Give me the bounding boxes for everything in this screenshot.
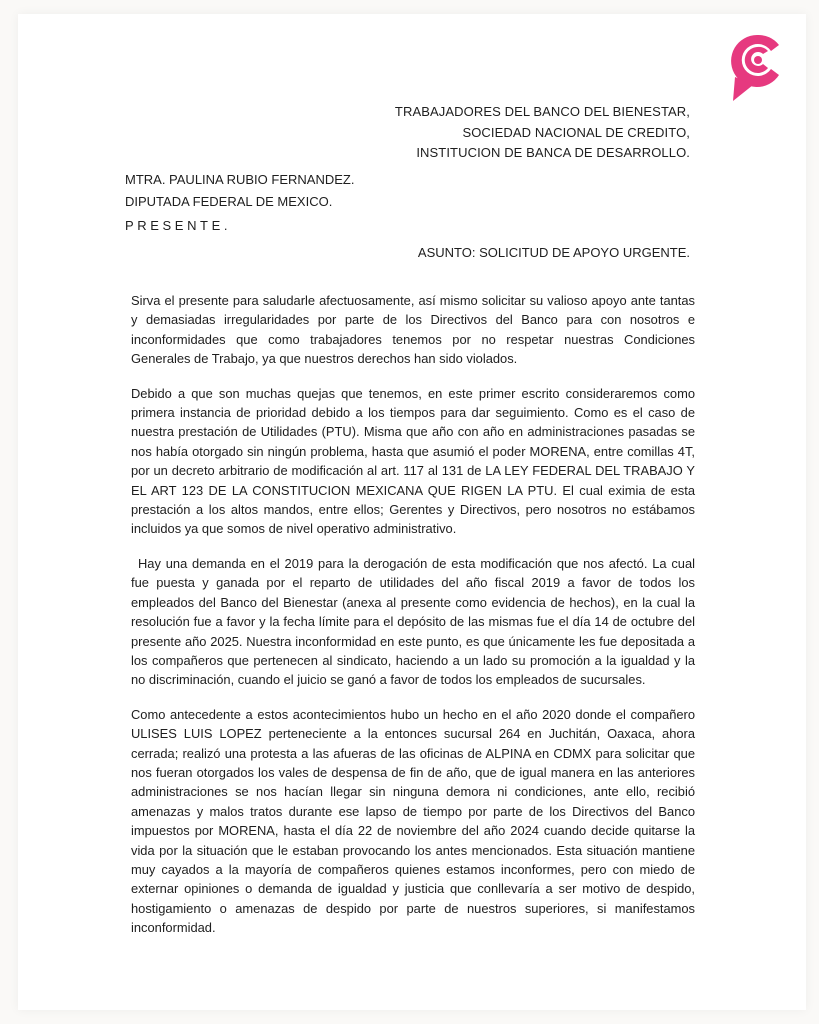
- addressee-title: DIPUTADA FEDERAL DE MEXICO.: [125, 194, 333, 209]
- subject-line: ASUNTO: SOLICITUD DE APOYO URGENTE.: [417, 245, 690, 260]
- body-paragraph: Hay una demanda en el 2019 para la derogación de esta modificación que nos afectó. La cual fue puesta y ganada por el reparto de utilidades del año fiscal 2019 a favor de todos los empleados del Banco del Bienestar (anexa al presente como evidencia de hechos), en la cual la resolución fue a favor y la fecha límite para el depósito de las mismas fue el día 14 de octubre del presente año 2025. Nuestra inconformidad en este punto, es que únicamente les fue depositada a los compañeros que pertenecen al sindicato, haciendo a un lado su promoción a la igualdad y la no discriminación, cuando el juicio se ganó a favor de todos los empleados de sucursales.: [131, 555, 695, 688]
- addressee-block: [125, 169, 354, 213]
- body-paragraph: Debido a que son muchas quejas que tenemos, en este primer escrito consideraremos como primera instancia de prioridad debido a los tiempos para dar seguimiento. Como es el caso de nuestra prestación de Utilidades (PTU). Misma que año con año en administraciones pasadas se nos había otorgado sin ningún problema, hasta que asumió el poder MORENA, entre comillas 4T, por un decreto arbitrario de modificación al art. 117 al 131 de LA LEY FEDERAL DEL TRABAJO Y EL ART 123 DE LA CONSTITUCION MEXICANA QUE RIGEN LA PTU. El cual eximia de esta prestación a los altos mandos, entre ellos; Gerentes y Directivos, pero nosotros no estábamos incluidos ya que somos de nivel operativo administrativo.: [131, 385, 695, 537]
- letter-body: [131, 291, 695, 953]
- body-paragraph: Sirva el presente para saludarle afectuosamente, así mismo solicitar su valioso apoyo ante tantas y demasiadas irregularidades por parte de los Directivos del Banco para con nosotros e inconformidades que como trabajadores tenemos por no respetar nuestras Condiciones Generales de Trabajo, ya que nuestros derechos han sido violados.: [131, 293, 695, 367]
- sender-block: [380, 102, 690, 164]
- greeting: PRESENTE.: [125, 218, 232, 233]
- sender-line: SOCIEDAD NACIONAL DE CREDITO,: [462, 124, 690, 140]
- addressee-name: MTRA. PAULINA RUBIO FERNANDEZ.: [125, 172, 355, 187]
- sender-line: TRABAJADORES DEL BANCO DEL BIENESTAR,: [394, 104, 690, 119]
- body-paragraph: Como antecedente a estos acontecimientos hubo un hecho en el año 2020 donde el compañero ULISES LUIS LOPEZ perteneciente a la entonces sucursal 264 en Juchitán, Oaxaca, ahora cerrada; realizó una protesta a las afueras de las oficinas de ALPINA en CDMX para solicitar que nos fueran otorgados los vales de despensa de fin de año, que de igual manera en las anteriores administraciones se nos hacían llegar sin ninguna demora ni condiciones, ante ello, recibió amenazas y malos tratos durante ese lapso de tiempo por parte de los Directivos del Banco impuestos por MORENA, hasta el día 22 de noviembre del año 2024 cuando decide quitarse la vida por la situación que le estaban provocando los antes mencionados. Esta situación mantiene muy cayados a la mayoría de compañeros quienes estamos inconformes, pero con miedo de externar opiniones o demanda de igualdad y justicia que conllevaría a ser motivo de despido, hostigamiento o amenazas de despido por parte de nuestros superiores, si manifestamos inconformidad.: [131, 706, 695, 936]
- sender-line: INSTITUCION DE BANCA DE DESARROLLO.: [416, 145, 690, 160]
- brand-logo-icon: [727, 31, 787, 105]
